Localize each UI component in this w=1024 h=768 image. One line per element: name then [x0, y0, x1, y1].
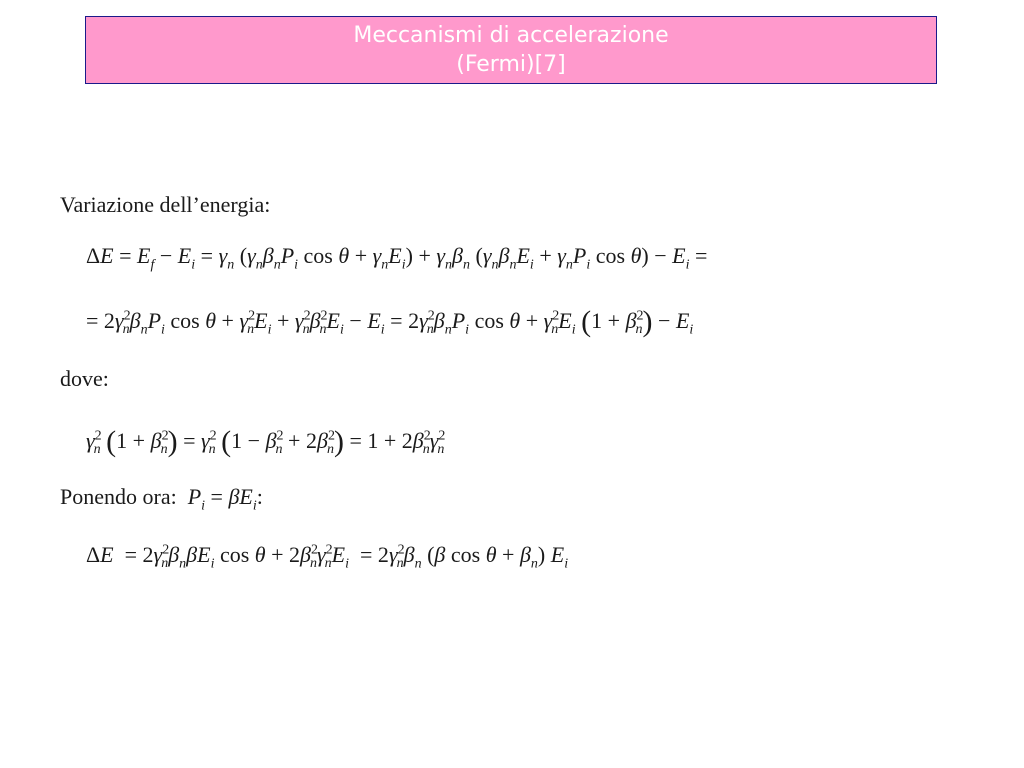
label-where: dove:: [60, 366, 109, 391]
slide-title-line-1: Meccanismi di accelerazione: [353, 23, 669, 48]
slide-title-line-2: (Fermi)[7]: [456, 52, 566, 77]
equation-delta-e-simplified: = $2\gamma^2_n\beta_nP_i$ $\cos \theta + \gamma^2_nE_i + \gamma^2_n\beta^2_nE_i - E_i = 2\gamma^2_n\beta_nP_i$ $\cos \theta + \gamma^2_nE_i$ $(1 + \beta^2_n) - E_i$: [86, 305, 694, 338]
equation-delta-e-final: $\Delta E = 2\gamma^2_n\beta_n\beta E_i$ $\cos \theta + 2\beta^2_n\gamma^2_nE_i = 2\gamma^2_n\beta_n$ (β $\cos \theta + \beta_n$) $E_i$: [86, 542, 569, 572]
setting-formula: $P_i = \beta E_i$:: [187, 484, 263, 514]
equation-delta-e-expansion: $\Delta E = E_f - E_i = \gamma_n$ ($\gamma_n\beta_nP_i$ $\cos \theta + \gamma_nE_i) + \gamma_n\beta_n$ ($\gamma_n\beta_nE_i + \gamma_nP_i$ $\cos \theta) - E_i$ =: [86, 243, 708, 273]
label-setting-now: [60, 484, 263, 514]
equation-gamma-identity: $\gamma^2_n$ $(1 + \beta^2_n) = \gamma^2_n$ $(1 - \beta^2_n + 2\beta^2_n) = 1 + 2\beta^2_n\gamma^2_n$: [86, 425, 446, 458]
slide-title-box: [85, 16, 937, 84]
label-setting-now-text: Ponendo ora:: [60, 484, 177, 509]
label-energy-variation: Variazione dell’energia:: [60, 192, 271, 217]
